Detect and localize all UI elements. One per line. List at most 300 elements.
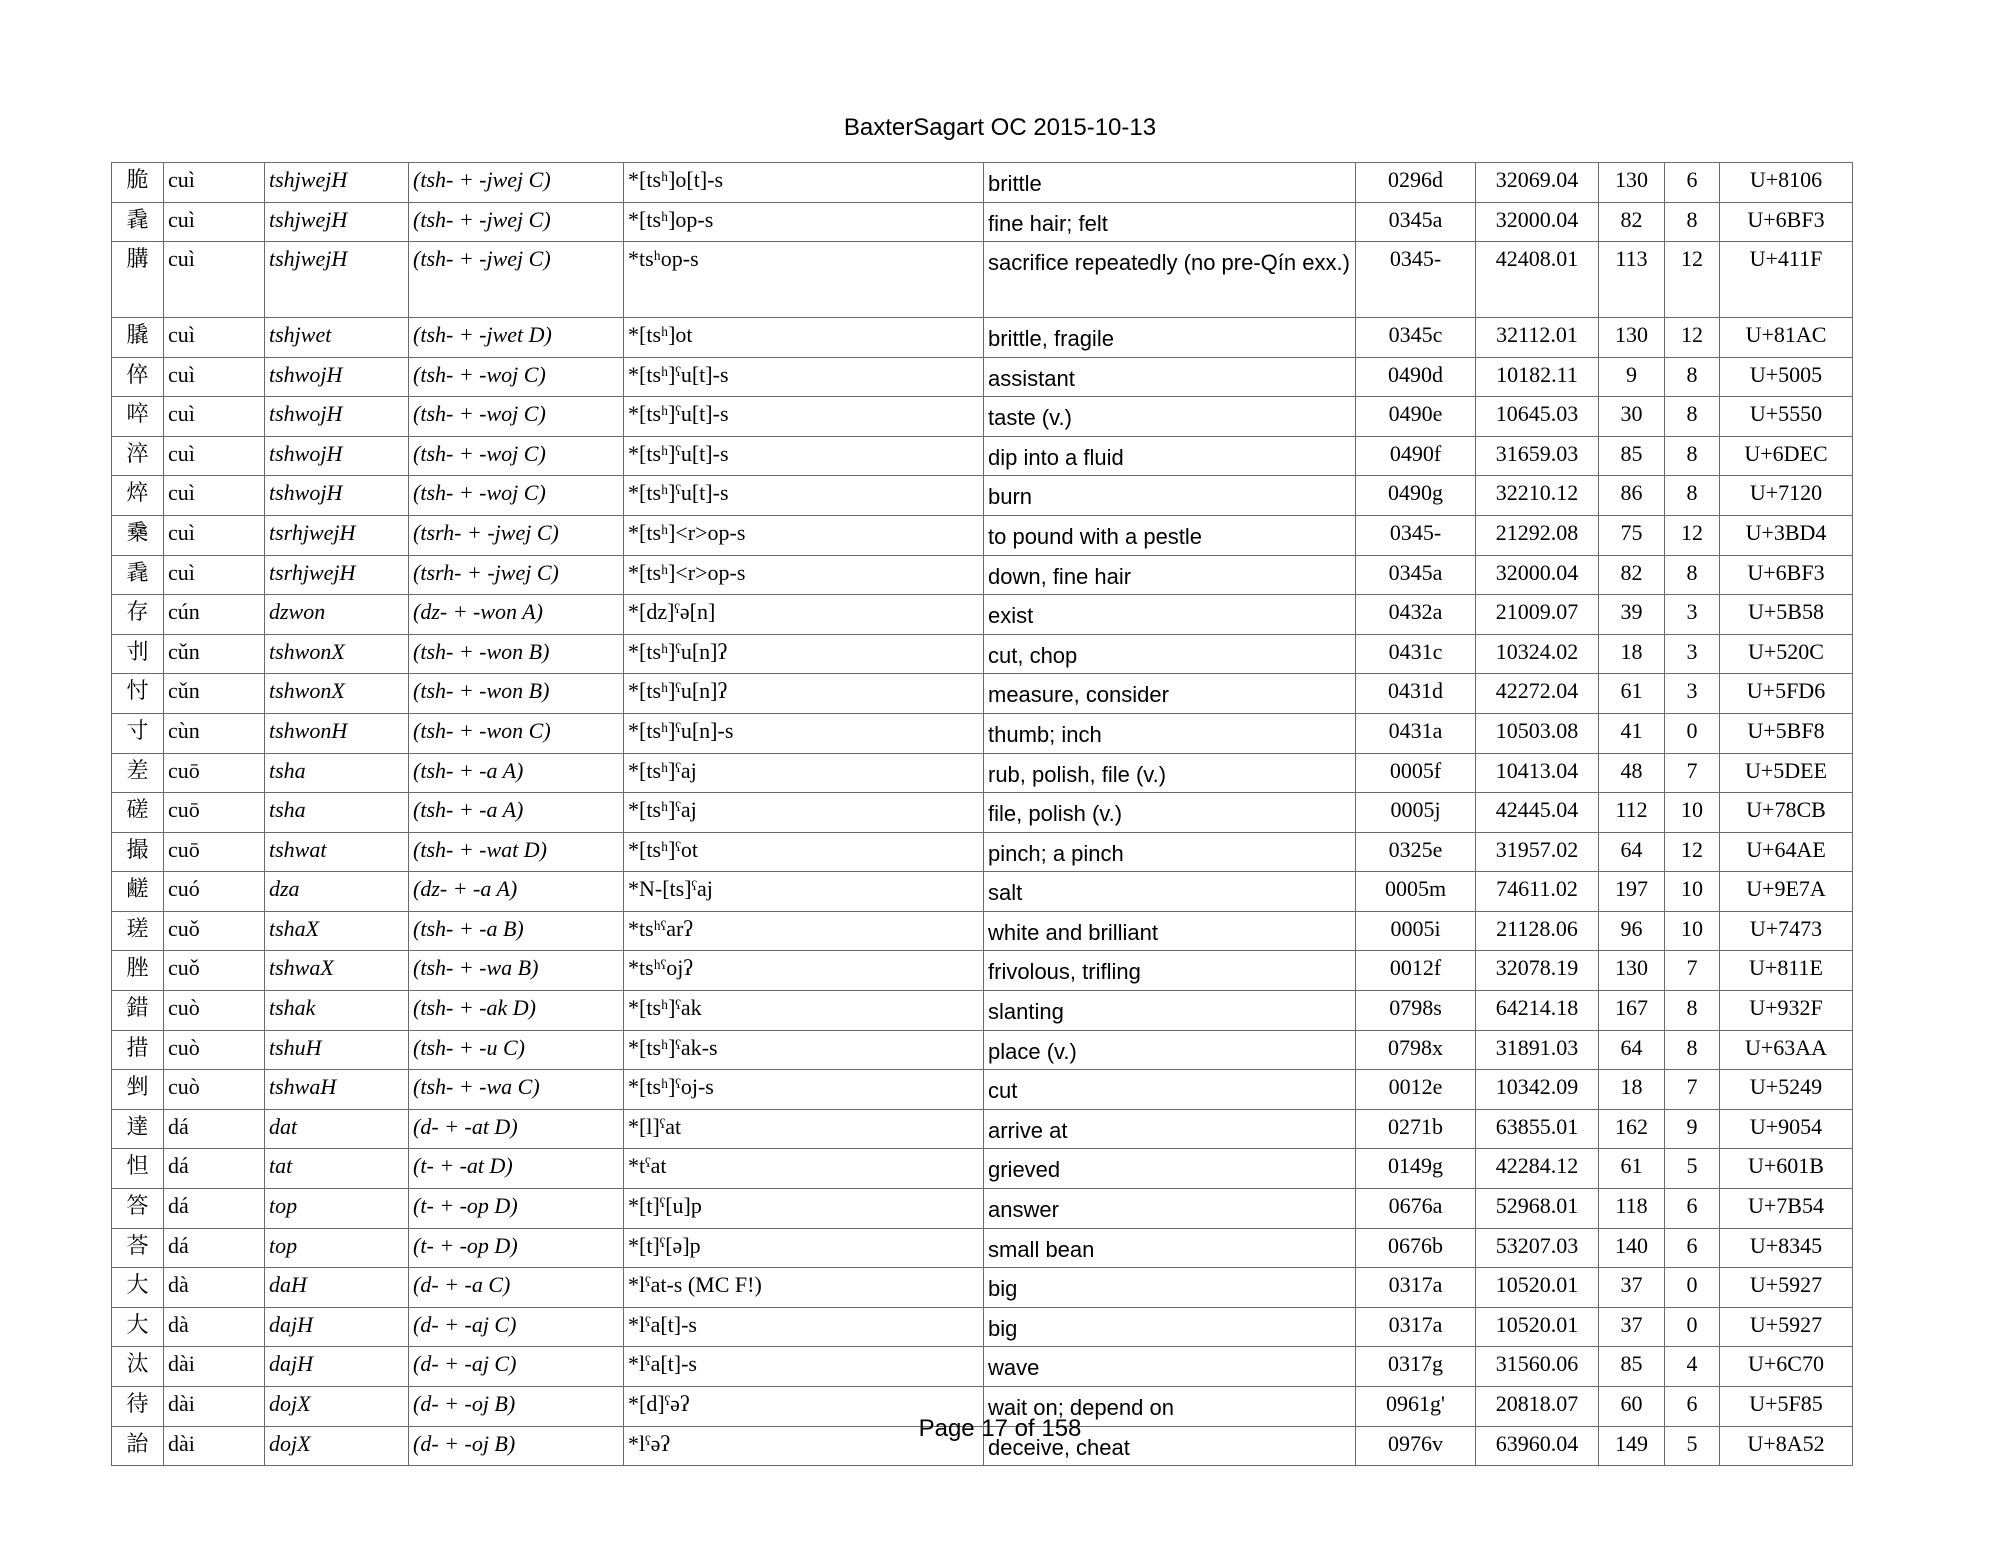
pinyin-cell: cuó <box>164 872 265 912</box>
strokes-cell: 0 <box>1665 1307 1720 1347</box>
gloss-cell: thumb; inch <box>984 713 1356 753</box>
table-row <box>112 753 1853 793</box>
old-chinese-cell: *N-[ts]ˤaj <box>624 872 984 912</box>
table-row <box>112 202 1853 242</box>
gsr-cell: 0431d <box>1356 674 1476 714</box>
old-chinese-cell: *lˤa[t]-s <box>624 1307 984 1347</box>
old-chinese-cell: *[tsʰ]op-s <box>624 202 984 242</box>
gloss-cell: to pound with a pestle <box>984 515 1356 555</box>
pinyin-cell: cuō <box>164 832 265 872</box>
unicode-cell: U+6BF3 <box>1720 555 1853 595</box>
gloss-cell: brittle <box>984 163 1356 203</box>
radical-cell: 18 <box>1599 1070 1665 1110</box>
unicode-cell: U+601B <box>1720 1149 1853 1189</box>
middle-chinese-cell: dojX <box>265 1387 409 1427</box>
table-row <box>112 163 1853 203</box>
code-cell: 10324.02 <box>1476 634 1599 674</box>
radical-cell: 64 <box>1599 1030 1665 1070</box>
pinyin-cell: cuì <box>164 555 265 595</box>
pinyin-cell: cùn <box>164 713 265 753</box>
strokes-cell: 3 <box>1665 634 1720 674</box>
character-cell: 詒 <box>112 1426 164 1466</box>
middle-chinese-cell: tshuH <box>265 1030 409 1070</box>
pinyin-cell: dá <box>164 1189 265 1229</box>
radical-cell: 149 <box>1599 1426 1665 1466</box>
table-row <box>112 1347 1853 1387</box>
pinyin-cell: cuì <box>164 317 265 357</box>
table-row <box>112 911 1853 951</box>
gloss-cell: file, polish (v.) <box>984 793 1356 833</box>
strokes-cell: 5 <box>1665 1426 1720 1466</box>
mc-detail-cell: (d- + -at D) <box>409 1109 624 1149</box>
pinyin-cell: cuì <box>164 397 265 437</box>
old-chinese-cell: *[tsʰ]ˤot <box>624 832 984 872</box>
character-cell: 淬 <box>112 436 164 476</box>
character-cell: 倅 <box>112 357 164 397</box>
unicode-cell: U+6BF3 <box>1720 202 1853 242</box>
code-cell: 10645.03 <box>1476 397 1599 437</box>
gsr-cell: 0431a <box>1356 713 1476 753</box>
unicode-cell: U+8A52 <box>1720 1426 1853 1466</box>
middle-chinese-cell: tshwojH <box>265 357 409 397</box>
gloss-cell: big <box>984 1268 1356 1308</box>
gloss-cell: big <box>984 1307 1356 1347</box>
table-row <box>112 242 1853 318</box>
mc-detail-cell: (tsrh- + -jwej C) <box>409 555 624 595</box>
strokes-cell: 7 <box>1665 753 1720 793</box>
middle-chinese-cell: dajH <box>265 1347 409 1387</box>
radical-cell: 48 <box>1599 753 1665 793</box>
gsr-cell: 0345- <box>1356 515 1476 555</box>
gsr-cell: 0005j <box>1356 793 1476 833</box>
code-cell: 21292.08 <box>1476 515 1599 555</box>
strokes-cell: 9 <box>1665 1109 1720 1149</box>
mc-detail-cell: (tsh- + -won B) <box>409 674 624 714</box>
gloss-cell: taste (v.) <box>984 397 1356 437</box>
character-cell: 撮 <box>112 832 164 872</box>
character-cell: 瑳 <box>112 911 164 951</box>
mc-detail-cell: (t- + -op D) <box>409 1228 624 1268</box>
gloss-cell: small bean <box>984 1228 1356 1268</box>
gsr-cell: 0490d <box>1356 357 1476 397</box>
gsr-cell: 0149g <box>1356 1149 1476 1189</box>
old-chinese-cell: *tsʰˤojʔ <box>624 951 984 991</box>
middle-chinese-cell: tshwaH <box>265 1070 409 1110</box>
gloss-cell: assistant <box>984 357 1356 397</box>
table-row <box>112 357 1853 397</box>
code-cell: 10520.01 <box>1476 1268 1599 1308</box>
strokes-cell: 10 <box>1665 872 1720 912</box>
mc-detail-cell: (dz- + -won A) <box>409 595 624 635</box>
character-cell: 差 <box>112 753 164 793</box>
gloss-cell: wave <box>984 1347 1356 1387</box>
page-header-title: BaxterSagart OC 2015-10-13 <box>843 114 1157 141</box>
gloss-cell: wait on; depend on <box>984 1387 1356 1427</box>
table-row <box>112 674 1853 714</box>
middle-chinese-cell: tshwonX <box>265 634 409 674</box>
strokes-cell: 6 <box>1665 1387 1720 1427</box>
mc-detail-cell: (d- + -oj B) <box>409 1426 624 1466</box>
pinyin-cell: cuǒ <box>164 911 265 951</box>
gsr-cell: 0271b <box>1356 1109 1476 1149</box>
table-row <box>112 1109 1853 1149</box>
mc-detail-cell: (tsh- + -wa C) <box>409 1070 624 1110</box>
character-cell: 㯔 <box>112 515 164 555</box>
radical-cell: 82 <box>1599 555 1665 595</box>
table-row <box>112 1149 1853 1189</box>
radical-cell: 130 <box>1599 951 1665 991</box>
mc-detail-cell: (tsh- + -jwej C) <box>409 163 624 203</box>
mc-detail-cell: (tsh- + -woj C) <box>409 476 624 516</box>
middle-chinese-cell: tshwojH <box>265 397 409 437</box>
middle-chinese-cell: tsha <box>265 753 409 793</box>
strokes-cell: 8 <box>1665 555 1720 595</box>
table-row <box>112 436 1853 476</box>
gloss-cell: burn <box>984 476 1356 516</box>
unicode-cell: U+7120 <box>1720 476 1853 516</box>
gloss-cell: arrive at <box>984 1109 1356 1149</box>
middle-chinese-cell: tshwat <box>265 832 409 872</box>
radical-cell: 112 <box>1599 793 1665 833</box>
code-cell: 32112.01 <box>1476 317 1599 357</box>
strokes-cell: 7 <box>1665 1070 1720 1110</box>
gsr-cell: 0296d <box>1356 163 1476 203</box>
gsr-cell: 0005m <box>1356 872 1476 912</box>
mc-detail-cell: (tsh- + -jwej C) <box>409 202 624 242</box>
character-cell: 達 <box>112 1109 164 1149</box>
mc-detail-cell: (tsh- + -ak D) <box>409 991 624 1031</box>
table-row <box>112 1030 1853 1070</box>
pinyin-cell: cuì <box>164 515 265 555</box>
character-cell: 存 <box>112 595 164 635</box>
table-row <box>112 832 1853 872</box>
unicode-cell: U+5550 <box>1720 397 1853 437</box>
unicode-cell: U+5B58 <box>1720 595 1853 635</box>
unicode-cell: U+5927 <box>1720 1268 1853 1308</box>
table-body <box>112 163 1853 1466</box>
pinyin-cell: cuò <box>164 1030 265 1070</box>
middle-chinese-cell: tshjwejH <box>265 202 409 242</box>
unicode-cell: U+5F85 <box>1720 1387 1853 1427</box>
strokes-cell: 12 <box>1665 242 1720 318</box>
pinyin-cell: cún <box>164 595 265 635</box>
gloss-cell: measure, consider <box>984 674 1356 714</box>
gsr-cell: 0012e <box>1356 1070 1476 1110</box>
middle-chinese-cell: tshwonH <box>265 713 409 753</box>
code-cell: 10503.08 <box>1476 713 1599 753</box>
character-table <box>111 162 1853 1466</box>
table-row <box>112 515 1853 555</box>
radical-cell: 118 <box>1599 1189 1665 1229</box>
code-cell: 31957.02 <box>1476 832 1599 872</box>
character-cell: 脆 <box>112 163 164 203</box>
old-chinese-cell: *[tsʰ]ˤu[t]-s <box>624 436 984 476</box>
unicode-cell: U+5DEE <box>1720 753 1853 793</box>
middle-chinese-cell: tshwonX <box>265 674 409 714</box>
strokes-cell: 8 <box>1665 397 1720 437</box>
middle-chinese-cell: top <box>265 1228 409 1268</box>
gsr-cell: 0432a <box>1356 595 1476 635</box>
unicode-cell: U+6DEC <box>1720 436 1853 476</box>
pinyin-cell: cǔn <box>164 674 265 714</box>
gsr-cell: 0005i <box>1356 911 1476 951</box>
old-chinese-cell: *[t]ˤ[ə]p <box>624 1228 984 1268</box>
middle-chinese-cell: dojX <box>265 1426 409 1466</box>
character-cell: 啐 <box>112 397 164 437</box>
old-chinese-cell: *[tsʰ]ˤu[t]-s <box>624 397 984 437</box>
code-cell: 32078.19 <box>1476 951 1599 991</box>
character-cell: 怛 <box>112 1149 164 1189</box>
character-cell: 脞 <box>112 951 164 991</box>
character-cell: 毳 <box>112 555 164 595</box>
table-row <box>112 1228 1853 1268</box>
pinyin-cell: cuì <box>164 202 265 242</box>
old-chinese-cell: *[tsʰ]ˤu[n]-s <box>624 713 984 753</box>
mc-detail-cell: (d- + -aj C) <box>409 1307 624 1347</box>
code-cell: 63960.04 <box>1476 1426 1599 1466</box>
old-chinese-cell: *[tsʰ]ˤak <box>624 991 984 1031</box>
old-chinese-cell: *tsʰop-s <box>624 242 984 318</box>
pinyin-cell: dá <box>164 1228 265 1268</box>
radical-cell: 140 <box>1599 1228 1665 1268</box>
gloss-cell: place (v.) <box>984 1030 1356 1070</box>
character-cell: 荅 <box>112 1228 164 1268</box>
code-cell: 64214.18 <box>1476 991 1599 1031</box>
gsr-cell: 0325e <box>1356 832 1476 872</box>
mc-detail-cell: (tsh- + -wat D) <box>409 832 624 872</box>
gsr-cell: 0431c <box>1356 634 1476 674</box>
pinyin-cell: cuǒ <box>164 951 265 991</box>
strokes-cell: 3 <box>1665 595 1720 635</box>
strokes-cell: 8 <box>1665 436 1720 476</box>
pinyin-cell: cuì <box>164 163 265 203</box>
code-cell: 32069.04 <box>1476 163 1599 203</box>
gsr-cell: 0976v <box>1356 1426 1476 1466</box>
pinyin-cell: dài <box>164 1347 265 1387</box>
unicode-cell: U+81AC <box>1720 317 1853 357</box>
unicode-cell: U+5005 <box>1720 357 1853 397</box>
character-cell: 措 <box>112 1030 164 1070</box>
unicode-cell: U+6C70 <box>1720 1347 1853 1387</box>
table-row <box>112 1189 1853 1229</box>
pinyin-cell: dài <box>164 1426 265 1466</box>
gloss-cell: salt <box>984 872 1356 912</box>
table-row <box>112 476 1853 516</box>
table-row <box>112 1307 1853 1347</box>
old-chinese-cell: *[tsʰ]<r>op-s <box>624 555 984 595</box>
strokes-cell: 0 <box>1665 713 1720 753</box>
gsr-cell: 0798s <box>1356 991 1476 1031</box>
unicode-cell: U+9054 <box>1720 1109 1853 1149</box>
strokes-cell: 12 <box>1665 317 1720 357</box>
strokes-cell: 12 <box>1665 515 1720 555</box>
gloss-cell: fine hair; felt <box>984 202 1356 242</box>
pinyin-cell: cuì <box>164 436 265 476</box>
gsr-cell: 0490e <box>1356 397 1476 437</box>
table-row <box>112 713 1853 753</box>
mc-detail-cell: (tsh- + -u C) <box>409 1030 624 1070</box>
unicode-cell: U+5927 <box>1720 1307 1853 1347</box>
pinyin-cell: cǔn <box>164 634 265 674</box>
code-cell: 10413.04 <box>1476 753 1599 793</box>
old-chinese-cell: *[tsʰ]ˤoj-s <box>624 1070 984 1110</box>
character-cell: 汰 <box>112 1347 164 1387</box>
old-chinese-cell: *[tsʰ]ot <box>624 317 984 357</box>
pinyin-cell: dá <box>164 1149 265 1189</box>
gloss-cell: cut <box>984 1070 1356 1110</box>
radical-cell: 197 <box>1599 872 1665 912</box>
gsr-cell: 0490g <box>1356 476 1476 516</box>
table-row <box>112 317 1853 357</box>
radical-cell: 167 <box>1599 991 1665 1031</box>
character-cell: 剉 <box>112 1070 164 1110</box>
strokes-cell: 3 <box>1665 674 1720 714</box>
gloss-cell: pinch; a pinch <box>984 832 1356 872</box>
gloss-cell: grieved <box>984 1149 1356 1189</box>
code-cell: 42445.04 <box>1476 793 1599 833</box>
mc-detail-cell: (dz- + -a A) <box>409 872 624 912</box>
middle-chinese-cell: tshak <box>265 991 409 1031</box>
character-cell: 毳 <box>112 202 164 242</box>
mc-detail-cell: (tsh- + -woj C) <box>409 357 624 397</box>
unicode-cell: U+8345 <box>1720 1228 1853 1268</box>
gsr-cell: 0317g <box>1356 1347 1476 1387</box>
gloss-cell: sacrifice repeatedly (no pre-Qín exx.) <box>984 242 1356 318</box>
table-row <box>112 1070 1853 1110</box>
character-cell: 錯 <box>112 991 164 1031</box>
strokes-cell: 8 <box>1665 991 1720 1031</box>
old-chinese-cell: *[dz]ˤə[n] <box>624 595 984 635</box>
character-cell: 鹺 <box>112 872 164 912</box>
old-chinese-cell: *[tsʰ]o[t]-s <box>624 163 984 203</box>
strokes-cell: 0 <box>1665 1268 1720 1308</box>
radical-cell: 37 <box>1599 1307 1665 1347</box>
gsr-cell: 0676b <box>1356 1228 1476 1268</box>
mc-detail-cell: (tsh- + -jwej C) <box>409 242 624 318</box>
radical-cell: 64 <box>1599 832 1665 872</box>
mc-detail-cell: (tsh- + -a A) <box>409 753 624 793</box>
table-row <box>112 634 1853 674</box>
gsr-cell: 0012f <box>1356 951 1476 991</box>
character-cell: 忖 <box>112 674 164 714</box>
mc-detail-cell: (d- + -aj C) <box>409 1347 624 1387</box>
strokes-cell: 6 <box>1665 1189 1720 1229</box>
table-row <box>112 991 1853 1031</box>
unicode-cell: U+63AA <box>1720 1030 1853 1070</box>
mc-detail-cell: (t- + -at D) <box>409 1149 624 1189</box>
table-row <box>112 951 1853 991</box>
unicode-cell: U+811E <box>1720 951 1853 991</box>
old-chinese-cell: *[d]ˤəʔ <box>624 1387 984 1427</box>
radical-cell: 41 <box>1599 713 1665 753</box>
character-cell: 答 <box>112 1189 164 1229</box>
old-chinese-cell: *[tsʰ]ˤu[n]ʔ <box>624 674 984 714</box>
pinyin-cell: dá <box>164 1109 265 1149</box>
code-cell: 21128.06 <box>1476 911 1599 951</box>
gloss-cell: white and brilliant <box>984 911 1356 951</box>
character-cell: 大 <box>112 1307 164 1347</box>
character-cell: 焠 <box>112 476 164 516</box>
code-cell: 31659.03 <box>1476 436 1599 476</box>
table-row <box>112 595 1853 635</box>
old-chinese-cell: *[tsʰ]ˤak-s <box>624 1030 984 1070</box>
pinyin-cell: dà <box>164 1307 265 1347</box>
unicode-cell: U+7B54 <box>1720 1189 1853 1229</box>
old-chinese-cell: *tsʰˤarʔ <box>624 911 984 951</box>
character-cell: 䐟 <box>112 242 164 318</box>
mc-detail-cell: (tsrh- + -jwej C) <box>409 515 624 555</box>
radical-cell: 85 <box>1599 436 1665 476</box>
unicode-cell: U+932F <box>1720 991 1853 1031</box>
radical-cell: 113 <box>1599 242 1665 318</box>
pinyin-cell: cuì <box>164 357 265 397</box>
middle-chinese-cell: dza <box>265 872 409 912</box>
gsr-cell: 0490f <box>1356 436 1476 476</box>
old-chinese-cell: *lˤat-s (MC F!) <box>624 1268 984 1308</box>
middle-chinese-cell: daH <box>265 1268 409 1308</box>
unicode-cell: U+78CB <box>1720 793 1853 833</box>
gloss-cell: brittle, fragile <box>984 317 1356 357</box>
pinyin-cell: cuì <box>164 242 265 318</box>
gsr-cell: 0317a <box>1356 1307 1476 1347</box>
middle-chinese-cell: dajH <box>265 1307 409 1347</box>
radical-cell: 37 <box>1599 1268 1665 1308</box>
code-cell: 52968.01 <box>1476 1189 1599 1229</box>
code-cell: 10520.01 <box>1476 1307 1599 1347</box>
table-row <box>112 1268 1853 1308</box>
mc-detail-cell: (tsh- + -woj C) <box>409 436 624 476</box>
radical-cell: 61 <box>1599 1149 1665 1189</box>
old-chinese-cell: *[l]ˤat <box>624 1109 984 1149</box>
mc-detail-cell: (tsh- + -won C) <box>409 713 624 753</box>
pinyin-cell: cuō <box>164 793 265 833</box>
code-cell: 31560.06 <box>1476 1347 1599 1387</box>
table-row <box>112 793 1853 833</box>
middle-chinese-cell: tshjwejH <box>265 242 409 318</box>
gloss-cell: cut, chop <box>984 634 1356 674</box>
table-row <box>112 397 1853 437</box>
table-row <box>112 872 1853 912</box>
middle-chinese-cell: top <box>265 1189 409 1229</box>
mc-detail-cell: (t- + -op D) <box>409 1189 624 1229</box>
old-chinese-cell: *[tsʰ]ˤu[t]-s <box>624 476 984 516</box>
strokes-cell: 8 <box>1665 202 1720 242</box>
radical-cell: 9 <box>1599 357 1665 397</box>
gloss-cell: answer <box>984 1189 1356 1229</box>
radical-cell: 30 <box>1599 397 1665 437</box>
gsr-cell: 0961g' <box>1356 1387 1476 1427</box>
radical-cell: 61 <box>1599 674 1665 714</box>
code-cell: 20818.07 <box>1476 1387 1599 1427</box>
middle-chinese-cell: tat <box>265 1149 409 1189</box>
radical-cell: 96 <box>1599 911 1665 951</box>
unicode-cell: U+411F <box>1720 242 1853 318</box>
strokes-cell: 10 <box>1665 793 1720 833</box>
pinyin-cell: dài <box>164 1387 265 1427</box>
radical-cell: 86 <box>1599 476 1665 516</box>
gsr-cell: 0317a <box>1356 1268 1476 1308</box>
unicode-cell: U+9E7A <box>1720 872 1853 912</box>
gsr-cell: 0345- <box>1356 242 1476 318</box>
character-cell: 待 <box>112 1387 164 1427</box>
old-chinese-cell: *[tsʰ]ˤaj <box>624 753 984 793</box>
mc-detail-cell: (tsh- + -a B) <box>409 911 624 951</box>
pinyin-cell: cuō <box>164 753 265 793</box>
radical-cell: 130 <box>1599 317 1665 357</box>
code-cell: 31891.03 <box>1476 1030 1599 1070</box>
old-chinese-cell: *tˤat <box>624 1149 984 1189</box>
mc-detail-cell: (tsh- + -wa B) <box>409 951 624 991</box>
